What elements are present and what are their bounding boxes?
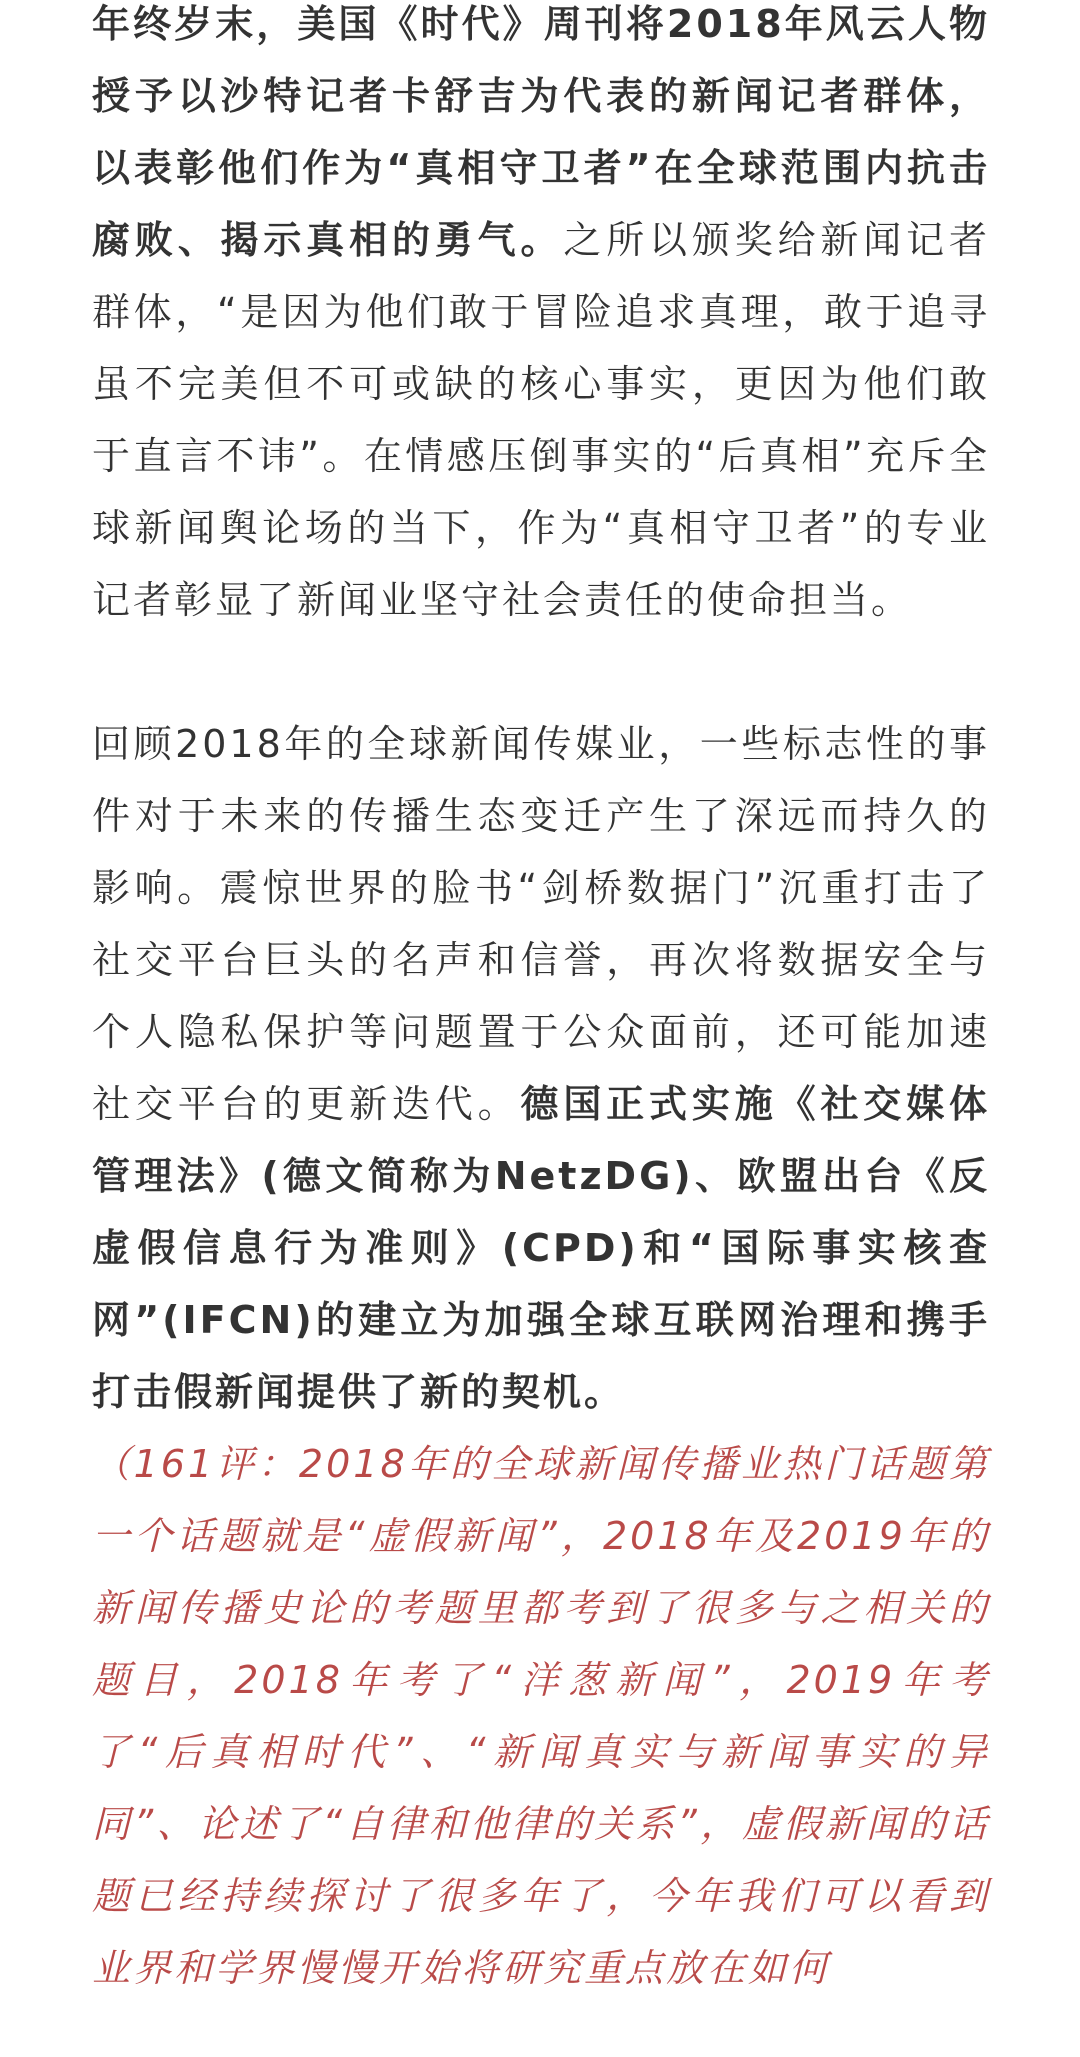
editor-note: （161评：2018年的全球新闻传播业热门话题第一个话题就是“虚假新闻”，2018年及2019年的新闻传播史论的考题里都考到了很多与之相关的题目，2018年考了“洋葱新闻”，2019年考了“后真相时代”、“新闻真实与新闻事实的异同”、论述了“自律和他律的关系”，虚假新闻的话题已经持续探讨了很多年了，今年我们可以看到业界和学界慢慢开始将研究重点放在如何 <box>92 1442 990 1990</box>
paragraph-spacer <box>92 636 990 708</box>
paragraph-global-media-review <box>92 708 990 1428</box>
article-body <box>92 0 990 2004</box>
paragraph-regular-text: 之所以颁奖给新闻记者群体，“是因为他们敢于冒险追求真理，敢于追寻虽不完美但不可或缺的核心事实，更因为他们敢于直言不讳”。在情感压倒事实的“后真相”充斥全球新闻舆论场的当下，作为“真相守卫者”的专业记者彰显了新闻业坚守社会责任的使命担当。 <box>92 218 990 622</box>
paragraph-time-person-of-year <box>92 0 990 636</box>
paragraph-bold-text: 年终岁末，美国《时代》周刊将2018年风云人物授予以沙特记者卡舒吉为代表的新闻记者群体，以表彰他们作为“真相守卫者”在全球范围内抗击腐败、揭示真相的勇气。 <box>92 2 990 262</box>
paragraph-regular-text: 回顾2018年的全球新闻传媒业，一些标志性的事件对于未来的传播生态变迁产生了深远而持久的影响。震惊世界的脸书“剑桥数据门”沉重打击了社交平台巨头的名声和信誉，再次将数据安全与个人隐私保护等问题置于公众面前，还可能加速社交平台的更新迭代。 <box>92 722 990 1126</box>
paragraph-bold-text: 德国正式实施《社交媒体管理法》(德文简称为NetzDG)、欧盟出台《反虚假信息行为准则》(CPD)和“国际事实核查网”(IFCN)的建立为加强全球互联网治理和携手打击假新闻提供了新的契机。 <box>92 1082 990 1414</box>
